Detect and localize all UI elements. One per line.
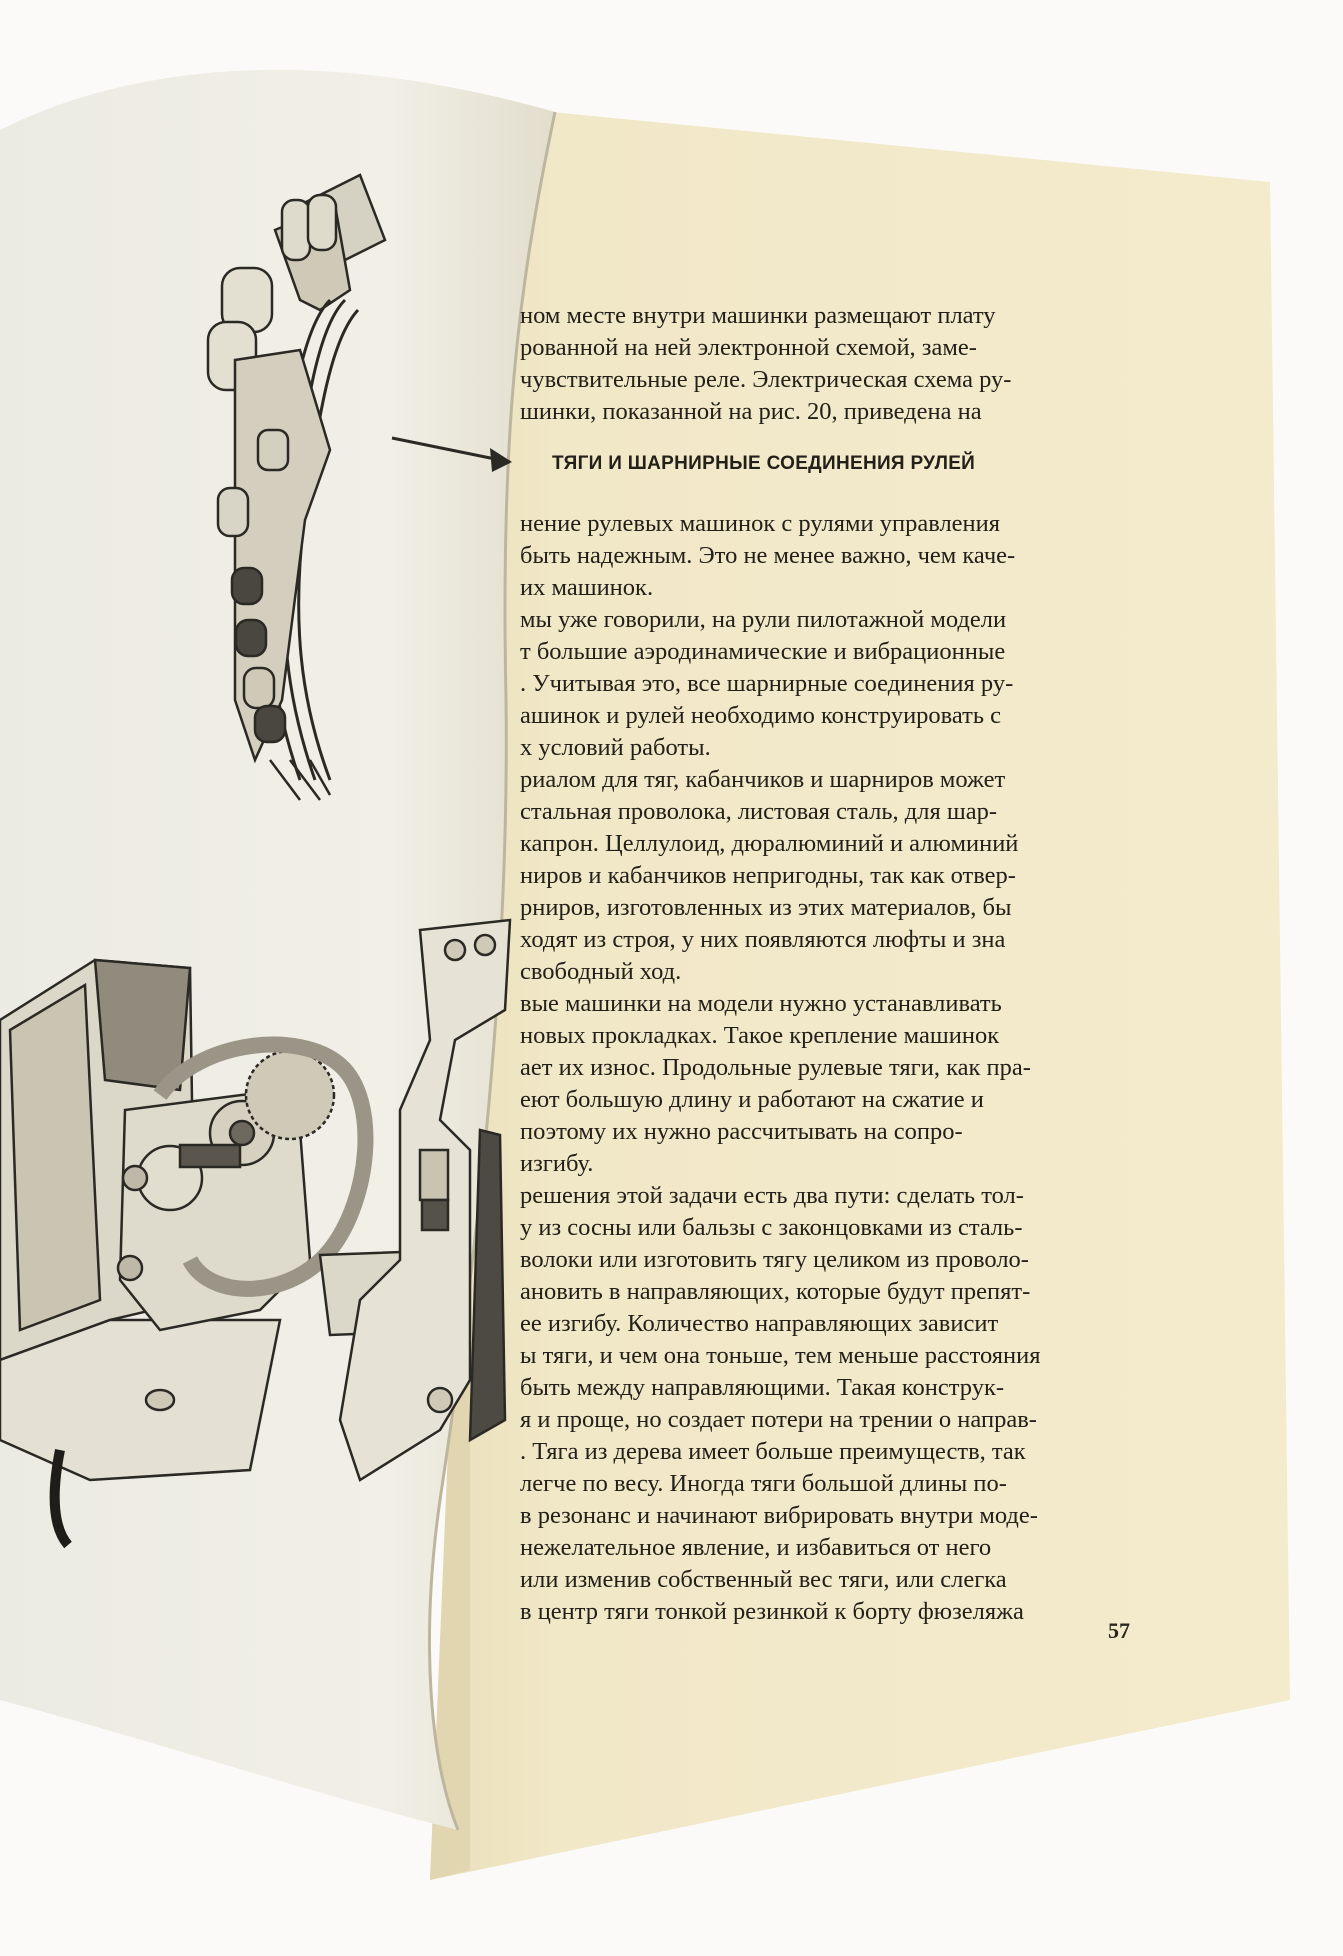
text-line: т большие аэродинамические и вибрационные bbox=[520, 638, 1006, 665]
text-line: . Тяга из дерева имеет больше преимуществ, так bbox=[520, 1438, 1026, 1465]
text-line: ановить в направляющих, которые будут препят- bbox=[520, 1278, 1031, 1305]
text-line: чувствительные реле. Электрическая схема ру- bbox=[520, 366, 1012, 393]
text-line: стальная проволока, листовая сталь, для шар- bbox=[520, 798, 998, 825]
book-page-text bbox=[520, 300, 1160, 1628]
page-number: 57 bbox=[1108, 1618, 1130, 1643]
text-line: х условий работы. bbox=[520, 734, 711, 761]
text-line: капрон. Целлулоид, дюралюминий и алюминий bbox=[520, 830, 1019, 857]
text-line: мы уже говорили, на рули пилотажной модели bbox=[520, 606, 1007, 633]
text-line: шинки, показанной на рис. 20, приведена на bbox=[520, 398, 982, 425]
text-line: ее изгибу. Количество направляющих зависит bbox=[520, 1310, 999, 1337]
text-line: ном месте внутри машинки размещают плату bbox=[520, 302, 996, 329]
text-line: в резонанс и начинают вибрировать внутри моде- bbox=[520, 1502, 1038, 1529]
text-line: ы тяги, и чем она тоньше, тем меньше расстояния bbox=[520, 1342, 1041, 1369]
text-line: решения этой задачи есть два пути: сделать тол- bbox=[520, 1182, 1024, 1209]
text-line: ает их износ. Продольные рулевые тяги, как пра- bbox=[520, 1054, 1031, 1081]
text-line: быть надежным. Это не менее важно, чем каче- bbox=[520, 542, 1016, 569]
text-line: я и проще, но создает потери на трении о направ- bbox=[520, 1406, 1037, 1433]
text-line: поэтому их нужно рассчитывать на сопро- bbox=[520, 1118, 963, 1145]
section-heading: ТЯГИ И ШАРНИРНЫЕ СОЕДИНЕНИЯ РУЛЕЙ bbox=[552, 453, 976, 474]
text-line: или изменив собственный вес тяги, или слегка bbox=[520, 1566, 1007, 1593]
text-line: нение рулевых машинок с рулями управления bbox=[520, 510, 1001, 537]
text-line: ашинок и рулей необходимо конструировать с bbox=[520, 702, 1002, 729]
text-line: новых прокладках. Такое крепление машинок bbox=[520, 1022, 1000, 1049]
text-line: . Учитывая это, все шарнирные соединения ру- bbox=[520, 670, 1014, 697]
text-line: легче по весу. Иногда тяги большой длины по- bbox=[520, 1470, 1007, 1497]
text-line: их машинок. bbox=[520, 574, 654, 601]
text-line: риалом для тяг, кабанчиков и шарниров может bbox=[520, 766, 1006, 793]
text-line: в центр тяги тонкой резинкой к борту фюзеляжа bbox=[520, 1598, 1024, 1625]
text-line: у из сосны или бальзы с законцовками из сталь- bbox=[520, 1214, 1023, 1241]
text-line: еют большую длину и работают на сжатие и bbox=[520, 1086, 984, 1113]
text-line: изгибу. bbox=[520, 1150, 594, 1177]
text-line: нежелательное явление, и избавиться от него bbox=[520, 1534, 992, 1561]
text-line: рованной на ней электронной схемой, заме- bbox=[520, 334, 977, 361]
text-line: рниров, изготовленных из этих материалов, бы bbox=[520, 894, 1012, 921]
text-line: ниров и кабанчиков непригодны, так как отвер- bbox=[520, 862, 1016, 889]
text-line: ходят из строя, у них появляются люфты и зна bbox=[520, 926, 1006, 953]
text-line: волоки или изготовить тягу целиком из проволо- bbox=[520, 1246, 1029, 1273]
text-line: вые машинки на модели нужно устанавливать bbox=[520, 990, 1002, 1017]
text-line: свободный ход. bbox=[520, 958, 682, 985]
text-line: быть между направляющими. Такая конструк- bbox=[520, 1374, 1005, 1401]
